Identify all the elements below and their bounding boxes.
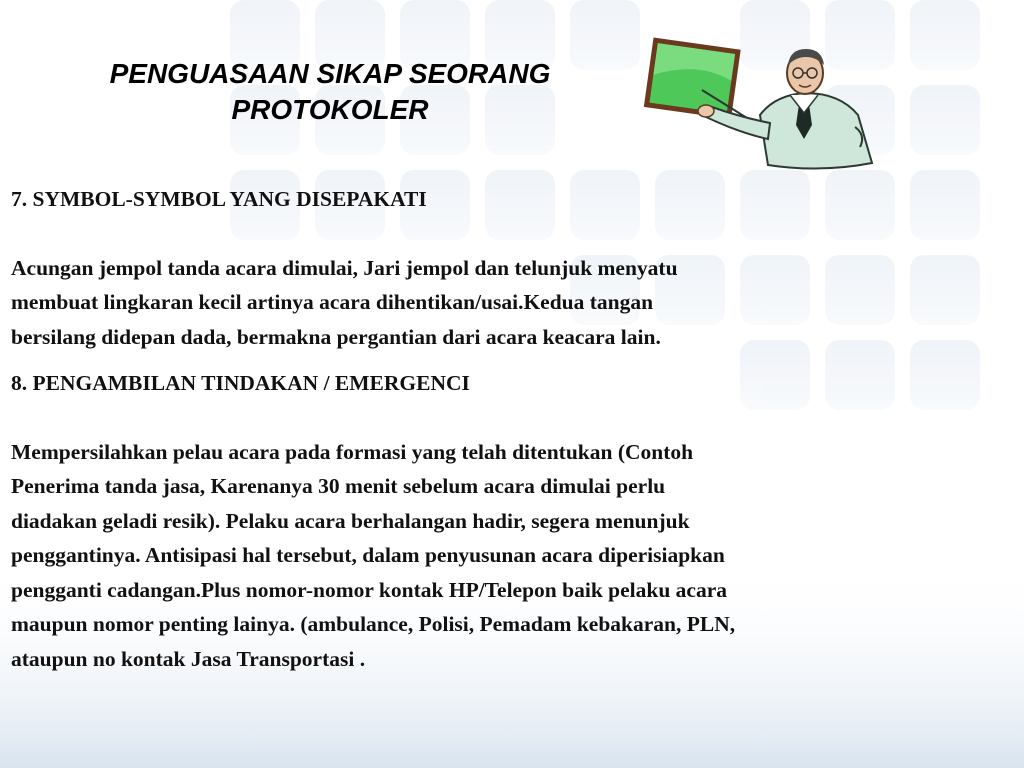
teacher-at-board-icon <box>640 35 885 175</box>
section-8-line-7: ataupun no kontak Jasa Transportasi . <box>11 646 366 671</box>
slide-title-line-1: PENGUASAAN SIKAP SEORANG <box>109 58 551 89</box>
section-8-heading: 8. PENGAMBILAN TINDAKAN / EMERGENCI <box>11 371 470 395</box>
section-7-line-1: Acungan jempol tanda acara dimulai, Jari jempol dan telunjuk menyatu <box>11 255 678 280</box>
section-7-heading: 7. SYMBOL-SYMBOL YANG DISEPAKATI <box>11 187 427 211</box>
section-7-line-3: bersilang didepan dada, bermakna pergantian dari acara keacara lain. <box>11 324 661 349</box>
slide-title-line-2: PROTOKOLER <box>231 94 429 125</box>
section-8-line-6: maupun nomor penting lainya. (ambulance, Polisi, Pemadam kebakaran, PLN, <box>11 612 736 636</box>
section-8-line-2: Penerima tanda jasa, Karenanya 30 menit sebelum acara dimulai perlu <box>11 474 666 498</box>
slide-body <box>11 182 1011 676</box>
section-8-line-5: pengganti cadangan.Plus nomor-nomor kontak HP/Telepon baik pelaku acara <box>11 577 727 602</box>
section-8-line-1: Mempersilahkan pelau acara pada formasi yang telah ditentukan (Contoh <box>11 439 694 464</box>
section-8-line-4: penggantinya. Antisipasi hal tersebut, dalam penyusunan acara diperisiapkan <box>11 543 725 567</box>
section-8-line-3: diadakan geladi resik). Pelaku acara berhalangan hadir, segera menunjuk <box>11 508 690 533</box>
slide-title <box>40 56 620 128</box>
section-7-line-2: membuat lingkaran kecil artinya acara dihentikan/usai.Kedua tangan <box>11 290 654 314</box>
